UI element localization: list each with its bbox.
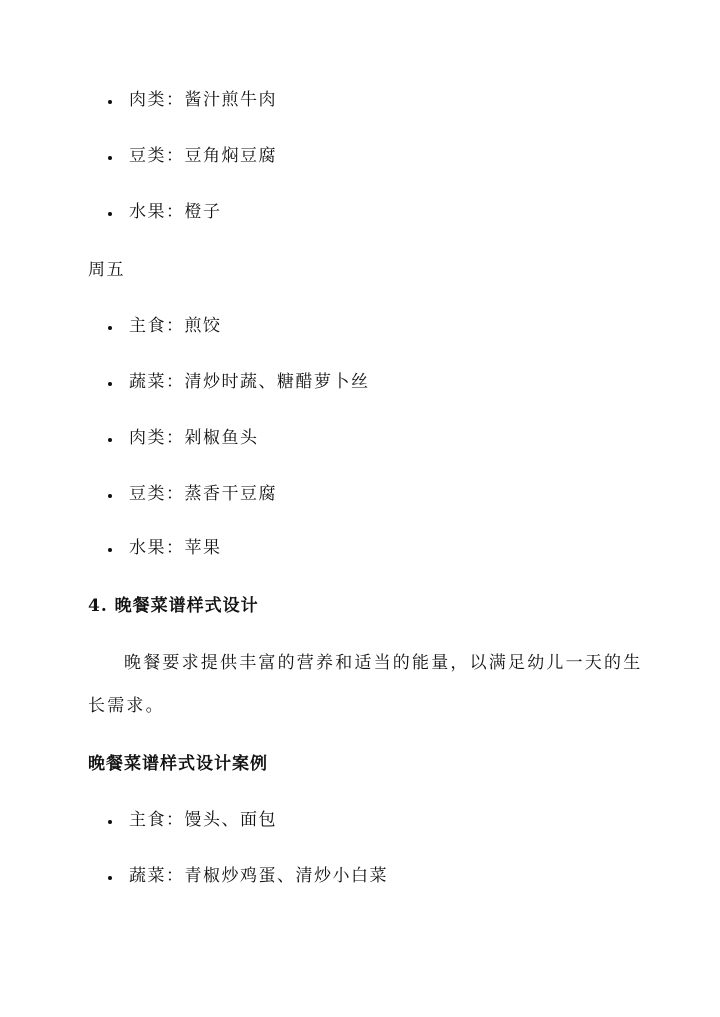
bullet-icon [108, 212, 112, 216]
list-item [108, 482, 277, 506]
list-item [108, 536, 222, 560]
bullet-icon [108, 438, 112, 442]
list-item [108, 426, 259, 450]
list-item-text: 蔬菜：青椒炒鸡蛋、清炒小白菜 [129, 866, 388, 886]
section-heading: 4. 晚餐菜谱样式设计 [88, 596, 259, 616]
paragraph-line: 长需求。 [88, 696, 165, 716]
bullet-icon [108, 548, 112, 552]
bullet-icon [108, 876, 112, 880]
bullet-icon [108, 494, 112, 498]
bullet-icon [108, 820, 112, 824]
list-item-text: 主食：馒头、面包 [129, 810, 277, 830]
list-item [108, 88, 277, 112]
bullet-icon [108, 156, 112, 160]
paragraph-line: 晚餐要求提供丰富的营养和适当的能量，以满足幼儿一天的生 [124, 653, 643, 673]
list-item-text: 豆类：蒸香干豆腐 [129, 484, 277, 504]
bullet-icon [108, 100, 112, 104]
bullet-icon [108, 326, 112, 330]
list-item [108, 370, 370, 394]
list-item [108, 144, 277, 168]
list-item-text: 水果：橙子 [129, 202, 222, 222]
list-item-text: 蔬菜：清炒时蔬、糖醋萝卜丝 [129, 372, 370, 392]
list-item-text: 肉类：剁椒鱼头 [129, 428, 259, 448]
case-heading: 晚餐菜谱样式设计案例 [88, 754, 268, 774]
list-item [108, 808, 277, 832]
list-item [108, 200, 222, 224]
list-item [108, 864, 388, 888]
list-item-text: 水果：苹果 [129, 538, 222, 558]
day-title: 周五 [88, 260, 125, 280]
list-item [108, 314, 222, 338]
list-item-text: 主食：煎饺 [129, 316, 222, 336]
bullet-icon [108, 382, 112, 386]
list-item-text: 肉类：酱汁煎牛肉 [129, 90, 277, 110]
list-item-text: 豆类：豆角焖豆腐 [129, 146, 277, 166]
